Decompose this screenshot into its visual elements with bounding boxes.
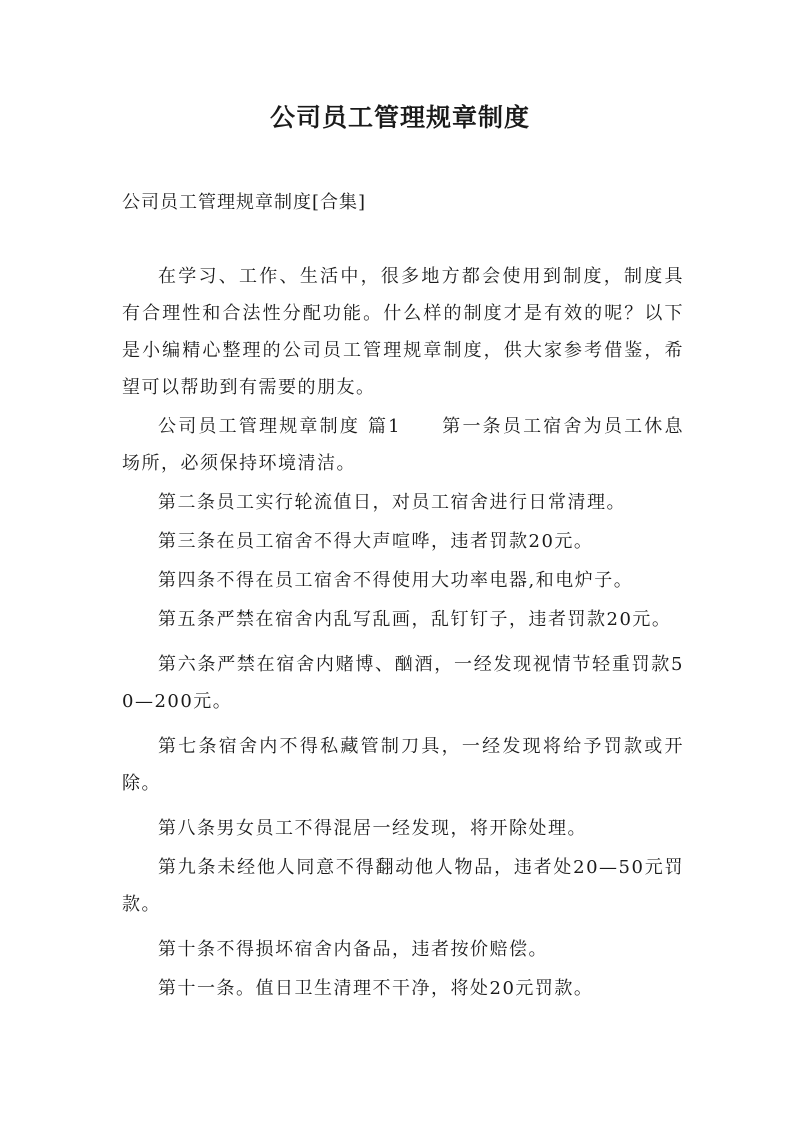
paragraph-article-2: 第二条员工实行轮流值日，对员工宿舍进行日常清理。 [158,492,626,513]
paragraph-article-11: 第十一条。值日卫生清理不干净，将处20元罚款。 [158,978,594,999]
paragraph-intro: 在学习、工作、生活中，很多地方都会使用到制度，制度具有合理性和合法性分配功能。什么样的制度才是有效的呢？以下是小编精心整理的公司员工管理规章制度，供大家参考借鉴，希望可以帮助到有需要的朋友。 [122,266,684,398]
paragraph-article-8: 第八条男女员工不得混居一经发现，将开除处理。 [158,818,587,839]
paragraph-article-6: 第六条严禁在宿舍内赌博、酗酒，一经发现视情节轻重罚款50—200元。 [122,654,684,712]
paragraph-article-9: 第九条未经他人同意不得翻动他人物品，违者处20—50元罚款。 [122,857,684,915]
document-subtitle: 公司员工管理规章制度[合集] [122,192,367,213]
paragraph-article-5: 第五条严禁在宿舍内乱写乱画，乱钉钉子，违者罚款20元。 [158,609,672,630]
paragraph-article-10: 第十条不得损坏宿舍内备品，违者按价赔偿。 [158,939,548,960]
paragraph-article-3: 第三条在员工宿舍不得大声喧哗，违者罚款20元。 [158,531,594,552]
paragraph-article-7: 第七条宿舍内不得私藏管制刀具，一经发现将给予罚款或开除。 [122,736,684,794]
page-title: 公司员工管理规章制度 [269,103,530,132]
paragraph-article-4: 第四条不得在员工宿舍不得使用大功率电器,和电炉子。 [158,570,634,591]
document-body [122,258,684,1009]
paragraph-article-1: 公司员工管理规章制度 篇1 第一条员工宿舍为员工休息场所，必须保持环境清洁。 [122,416,684,474]
